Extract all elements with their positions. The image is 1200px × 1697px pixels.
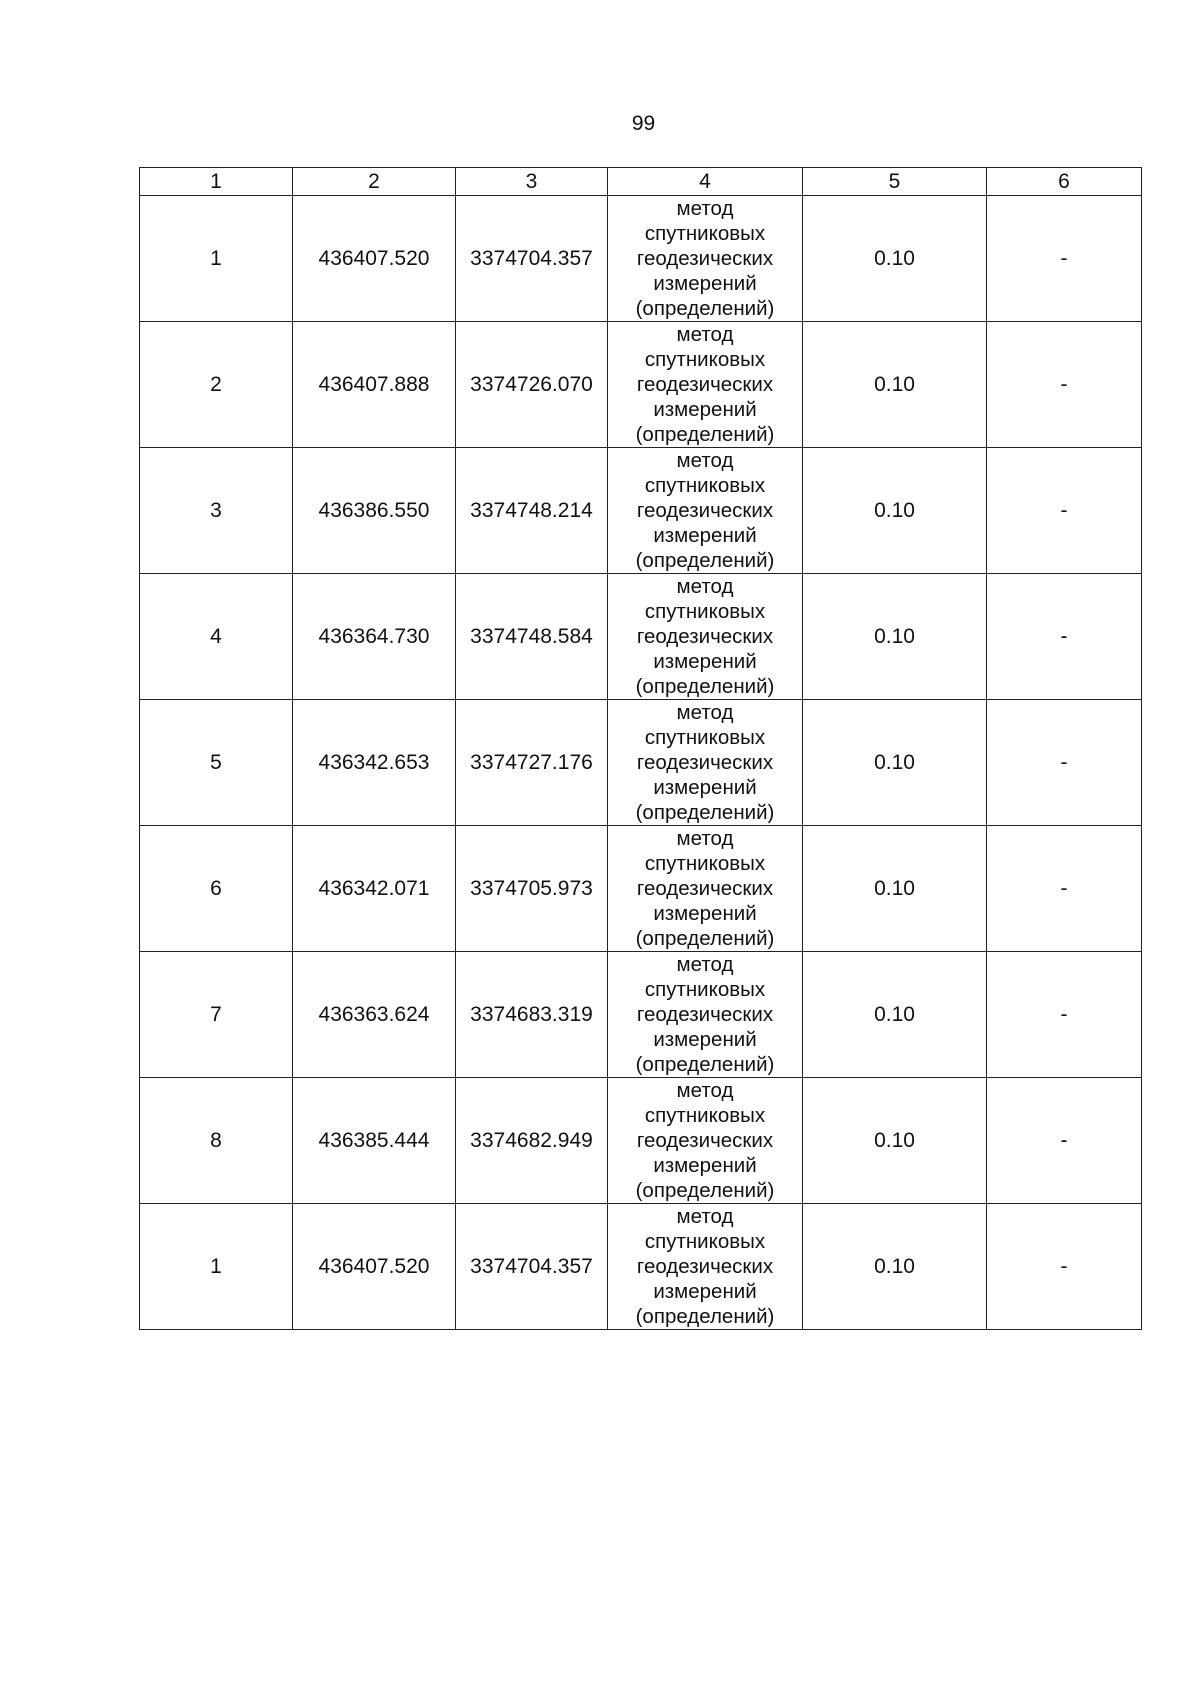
table-row — [140, 322, 1142, 448]
column-header-6: 6 — [987, 168, 1142, 196]
method-text-line: метод — [676, 827, 734, 850]
method-text-line: (определений) — [635, 423, 775, 446]
method-cell — [608, 322, 803, 448]
accuracy-cell: 0.10 — [803, 1204, 987, 1330]
note-cell: - — [987, 196, 1142, 322]
method-text-line: спутниковых — [644, 726, 766, 749]
method-text-line: метод — [676, 323, 734, 346]
method-text-line: спутниковых — [644, 222, 766, 245]
method-text-line: спутниковых — [644, 978, 766, 1001]
method-text-line: измерений — [653, 650, 757, 673]
page-number: 99 — [631, 112, 656, 135]
method-text-line: геодезических — [636, 751, 774, 774]
accuracy-cell: 0.10 — [803, 700, 987, 826]
method-text-line: измерений — [653, 1028, 757, 1051]
method-text-line: измерений — [653, 1280, 757, 1303]
method-text-line: спутниковых — [644, 852, 766, 875]
table-row — [140, 952, 1142, 1078]
y-coordinate-cell: 3374726.070 — [456, 322, 608, 448]
method-text-line: (определений) — [635, 1179, 775, 1202]
method-text-line: геодезических — [636, 1129, 774, 1152]
y-coordinate-cell: 3374683.319 — [456, 952, 608, 1078]
note-cell: - — [987, 1204, 1142, 1330]
accuracy-cell: 0.10 — [803, 322, 987, 448]
table-row — [140, 448, 1142, 574]
note-cell: - — [987, 322, 1142, 448]
table-header — [140, 168, 1142, 196]
method-text-line: спутниковых — [644, 1104, 766, 1127]
table-row — [140, 826, 1142, 952]
method-text-line: метод — [676, 701, 734, 724]
note-cell: - — [987, 448, 1142, 574]
x-coordinate-cell: 436407.520 — [293, 1204, 456, 1330]
table-row — [140, 1204, 1142, 1330]
method-text-line: (определений) — [635, 801, 775, 824]
method-cell — [608, 1078, 803, 1204]
x-coordinate-cell: 436342.653 — [293, 700, 456, 826]
method-text-line: (определений) — [635, 549, 775, 572]
method-cell — [608, 196, 803, 322]
method-text-line: измерений — [653, 524, 757, 547]
accuracy-cell: 0.10 — [803, 448, 987, 574]
accuracy-cell: 0.10 — [803, 196, 987, 322]
coordinates-table — [139, 167, 1142, 1330]
point-number-cell: 4 — [140, 574, 293, 700]
method-text-line: (определений) — [635, 927, 775, 950]
note-cell: - — [987, 826, 1142, 952]
table-row — [140, 700, 1142, 826]
column-header-4: 4 — [608, 168, 803, 196]
point-number-cell: 5 — [140, 700, 293, 826]
method-cell — [608, 1204, 803, 1330]
y-coordinate-cell: 3374748.214 — [456, 448, 608, 574]
method-text-line: спутниковых — [644, 600, 766, 623]
y-coordinate-cell: 3374704.357 — [456, 1204, 608, 1330]
method-cell — [608, 574, 803, 700]
table-row — [140, 196, 1142, 322]
method-text-line: измерений — [653, 902, 757, 925]
y-coordinate-cell: 3374682.949 — [456, 1078, 608, 1204]
x-coordinate-cell: 436342.071 — [293, 826, 456, 952]
point-number-cell: 2 — [140, 322, 293, 448]
x-coordinate-cell: 436407.888 — [293, 322, 456, 448]
method-cell — [608, 448, 803, 574]
method-text-line: спутниковых — [644, 474, 766, 497]
method-text-line: измерений — [653, 272, 757, 295]
method-cell — [608, 700, 803, 826]
method-text-line: (определений) — [635, 297, 775, 320]
column-header-2: 2 — [293, 168, 456, 196]
y-coordinate-cell: 3374705.973 — [456, 826, 608, 952]
table-row — [140, 574, 1142, 700]
accuracy-cell: 0.10 — [803, 826, 987, 952]
x-coordinate-cell: 436386.550 — [293, 448, 456, 574]
method-text-line: (определений) — [635, 1305, 775, 1328]
method-text-line: измерений — [653, 1154, 757, 1177]
table-body — [140, 196, 1142, 1330]
note-cell: - — [987, 952, 1142, 1078]
x-coordinate-cell: 436363.624 — [293, 952, 456, 1078]
y-coordinate-cell: 3374727.176 — [456, 700, 608, 826]
x-coordinate-cell: 436364.730 — [293, 574, 456, 700]
method-cell — [608, 826, 803, 952]
method-text-line: геодезических — [636, 247, 774, 270]
method-text-line: (определений) — [635, 675, 775, 698]
method-text-line: спутниковых — [644, 348, 766, 371]
point-number-cell: 6 — [140, 826, 293, 952]
table-row — [140, 1078, 1142, 1204]
column-header-5: 5 — [803, 168, 987, 196]
method-text-line: метод — [676, 1205, 734, 1228]
accuracy-cell: 0.10 — [803, 952, 987, 1078]
method-text-line: спутниковых — [644, 1230, 766, 1253]
method-text-line: метод — [676, 953, 734, 976]
note-cell: - — [987, 574, 1142, 700]
column-header-3: 3 — [456, 168, 608, 196]
method-text-line: метод — [676, 1079, 734, 1102]
method-text-line: метод — [676, 197, 734, 220]
y-coordinate-cell: 3374704.357 — [456, 196, 608, 322]
x-coordinate-cell: 436385.444 — [293, 1078, 456, 1204]
accuracy-cell: 0.10 — [803, 574, 987, 700]
method-text-line: геодезических — [636, 499, 774, 522]
point-number-cell: 1 — [140, 1204, 293, 1330]
point-number-cell: 7 — [140, 952, 293, 1078]
method-text-line: геодезических — [636, 1255, 774, 1278]
y-coordinate-cell: 3374748.584 — [456, 574, 608, 700]
header-row — [140, 168, 1142, 196]
note-cell: - — [987, 1078, 1142, 1204]
note-cell: - — [987, 700, 1142, 826]
method-cell — [608, 952, 803, 1078]
point-number-cell: 1 — [140, 196, 293, 322]
method-text-line: геодезических — [636, 877, 774, 900]
method-text-line: измерений — [653, 776, 757, 799]
method-text-line: (определений) — [635, 1053, 775, 1076]
x-coordinate-cell: 436407.520 — [293, 196, 456, 322]
method-text-line: метод — [676, 449, 734, 472]
point-number-cell: 3 — [140, 448, 293, 574]
method-text-line: геодезических — [636, 373, 774, 396]
method-text-line: геодезических — [636, 625, 774, 648]
method-text-line: измерений — [653, 398, 757, 421]
method-text-line: геодезических — [636, 1003, 774, 1026]
column-header-1: 1 — [140, 168, 293, 196]
method-text-line: метод — [676, 575, 734, 598]
accuracy-cell: 0.10 — [803, 1078, 987, 1204]
point-number-cell: 8 — [140, 1078, 293, 1204]
